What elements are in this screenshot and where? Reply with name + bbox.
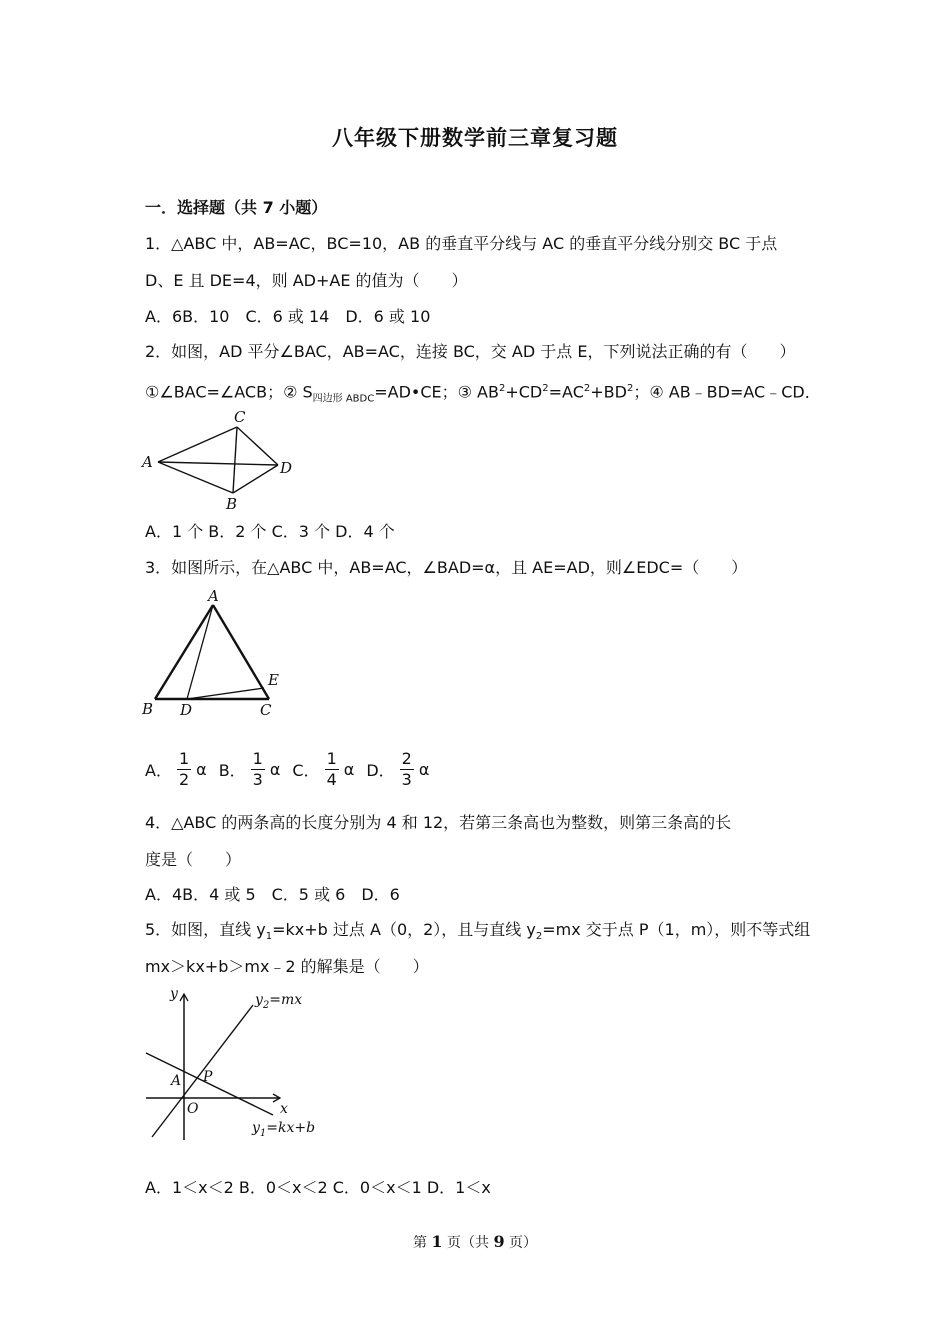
q2-edge-bd — [233, 465, 278, 493]
fraction-numerator: 1 — [178, 749, 190, 768]
q3-alpha: α — [343, 760, 355, 779]
section-heading: 一．选择题（共 7 小题） — [145, 198, 328, 217]
q3-label-a: A — [208, 587, 219, 605]
q2-label-c: C — [234, 408, 246, 426]
q2-stmt-part: +CD — [505, 382, 543, 402]
q5-label-y: y — [170, 986, 178, 1002]
q3-fraction — [251, 751, 265, 788]
q2-label-a: A — [142, 453, 153, 471]
q5-y2-rest: =mx — [269, 992, 303, 1008]
fraction-denominator: 4 — [326, 770, 337, 789]
q3-line1: 3．如图所示，在△ABC 中，AB=AC，∠BAD=α，且 AE=AD，则∠EDC=（ ） — [145, 558, 748, 577]
footer-page-number: 1 — [431, 1232, 443, 1251]
q2-figure — [140, 405, 310, 519]
q5-figure — [140, 982, 340, 1151]
q3-alpha: α — [418, 760, 430, 779]
q2-label-d: D — [280, 459, 293, 477]
q3-edge-ac — [213, 605, 269, 699]
q4-line2: 度是（ ） — [145, 850, 242, 869]
q2-sup: 2 — [626, 383, 634, 394]
fraction-numerator: 1 — [252, 749, 263, 768]
q5-text-part: 5．如图，直线 y — [145, 920, 266, 939]
q5-line1 — [145, 920, 810, 947]
q3-opt-label: C． — [292, 761, 320, 780]
q2-line-bc — [233, 427, 237, 493]
fraction-denominator: 3 — [252, 770, 263, 789]
footer-text: 页） — [504, 1235, 538, 1251]
q3-figure — [140, 585, 290, 727]
q5-label-o: O — [187, 1101, 199, 1117]
q5-label-a: A — [171, 1073, 182, 1089]
q4-line1: 4．△ABC 的两条高的长度分别为 4 和 12，若第三条高也为整数，则第三条高的长 — [145, 813, 732, 832]
q2-edge-ab — [158, 462, 233, 493]
q2-edge-cd — [237, 427, 278, 465]
footer-text: 页（共 — [442, 1235, 494, 1251]
q5-y2-main: y — [255, 992, 263, 1008]
q2-stmt-part: =AD•CE；③ AB — [374, 382, 499, 402]
q5-sub: 1 — [265, 931, 273, 943]
q4-options: A．4B．4 或 5 C．5 或 6 D．6 — [145, 885, 400, 904]
q3-label-d: D — [180, 701, 193, 719]
q2-sup: 2 — [498, 383, 506, 394]
q3-opt-label: B． — [218, 761, 246, 780]
page-title: 八年级下册数学前三章复习题 — [332, 126, 618, 150]
q3-alpha: α — [269, 760, 281, 779]
q3-alpha: α — [196, 760, 207, 779]
q2-edge-ac — [158, 427, 237, 462]
q2-line-ad — [158, 462, 278, 465]
q3-fraction — [400, 751, 414, 788]
q3-edge-ab — [155, 605, 213, 699]
q5-options: A．1＜x＜2 B．0＜x＜2 C．0＜x＜1 D．1＜x — [145, 1178, 491, 1197]
fraction-numerator: 1 — [326, 749, 337, 768]
q5-label-y2 — [254, 992, 302, 1011]
q3-label-e: E — [268, 671, 279, 689]
q2-sup: 2 — [583, 383, 591, 394]
footer-total-pages: 9 — [493, 1232, 505, 1251]
q3-fraction — [325, 751, 339, 788]
q5-line2: mx＞kx+b＞mx﹣2 的解集是（ ） — [145, 957, 429, 976]
q5-y1-rest: =kx+b — [266, 1120, 316, 1136]
footer-text: 第 — [412, 1235, 432, 1251]
q3-options — [145, 751, 429, 788]
q2-stmt-part: ；④ AB﹣BD=AC﹣CD． — [633, 382, 821, 402]
fraction-denominator: 3 — [401, 770, 412, 789]
q5-y2-sub: 2 — [262, 1000, 270, 1011]
q3-opt-label: A． — [145, 761, 172, 780]
q1-options: A．6B．10 C．6 或 14 D．6 或 10 — [145, 307, 431, 326]
q2-stmt-part: =AC — [548, 382, 584, 402]
q2-stmt-part: ①∠BAC=∠ACB；② S — [145, 382, 313, 402]
fraction-denominator: 2 — [178, 770, 190, 789]
q2-options: A．1 个 B．2 个 C．3 个 D．4 个 — [145, 522, 395, 541]
q3-opt-label: D． — [366, 761, 395, 780]
q1-line2: D、E 且 DE=4，则 AD+AE 的值为（ ） — [145, 271, 468, 290]
q2-stmt-part: +BD — [590, 382, 627, 402]
q5-text-part: =kx+b 过点 A（0，2），且与直线 y — [272, 920, 536, 939]
q3-label-c: C — [260, 701, 272, 719]
q2-stmt-sub: 四边形 ABDC — [312, 393, 375, 405]
q3-fraction — [177, 751, 191, 788]
q2-label-b: B — [226, 495, 238, 513]
q5-label-x: x — [280, 1101, 288, 1117]
fraction-numerator: 2 — [401, 749, 412, 768]
q3-line-de — [187, 688, 264, 699]
q5-sub: 2 — [535, 931, 543, 943]
q2-line1: 2．如图，AD 平分∠BAC，AB=AC，连接 BC，交 AD 于点 E，下列说法正确的有（ ） — [145, 342, 796, 361]
q3-line-ad — [187, 605, 213, 699]
q5-y1-main: y — [252, 1120, 260, 1136]
q2-sup: 2 — [542, 383, 549, 394]
page-footer — [0, 1232, 950, 1252]
q5-y1-sub: 1 — [259, 1128, 267, 1139]
q5-text-part: =mx 交于点 P（1，m），则不等式组 — [542, 920, 811, 939]
q3-label-b: B — [142, 700, 154, 718]
q5-label-p: P — [203, 1069, 213, 1085]
q5-label-y1 — [251, 1120, 315, 1139]
q1-line1: 1．△ABC 中，AB=AC，BC=10，AB 的垂直平分线与 AC 的垂直平分线分别交 BC 于点 — [145, 234, 778, 253]
